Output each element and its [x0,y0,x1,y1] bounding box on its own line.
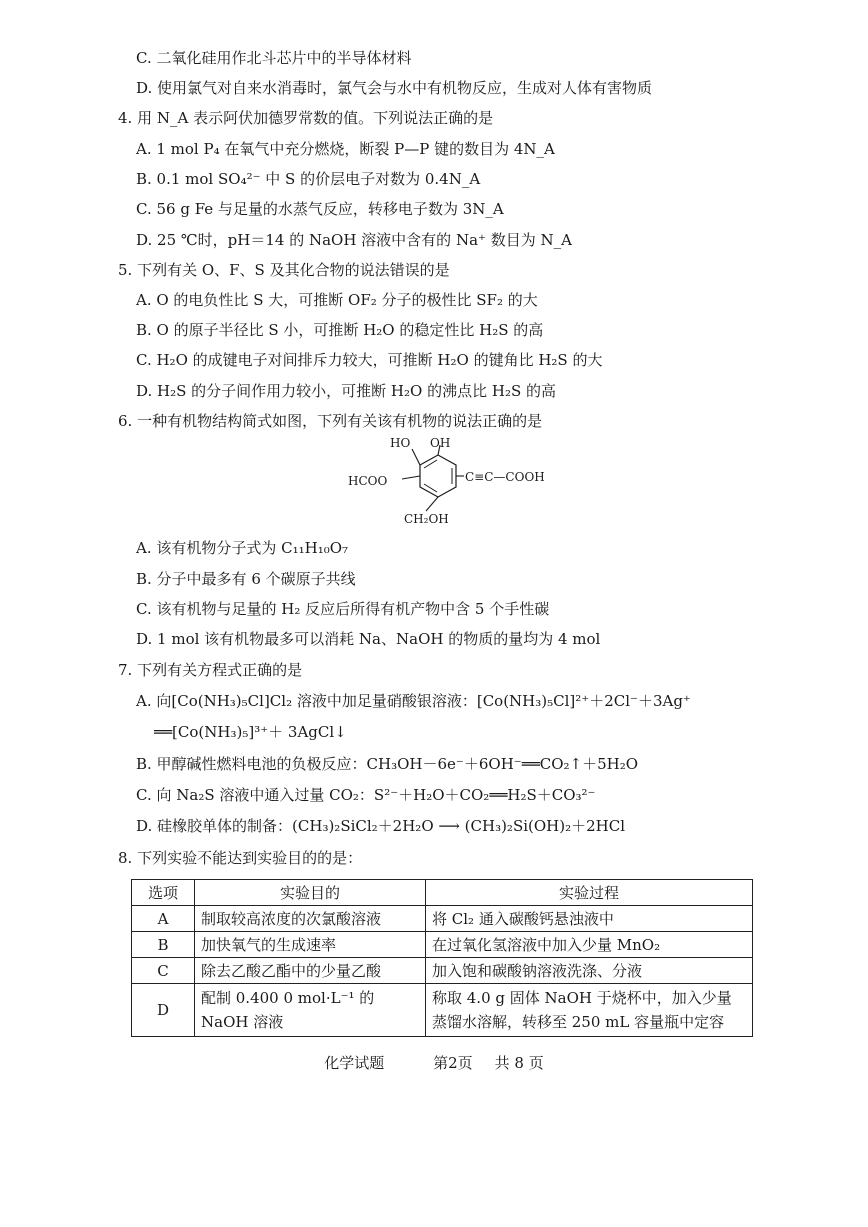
q7-option-d: D. 硅橡胶单体的制备：(CH₃)₂SiCl₂＋2H₂O ⟶ (CH₃)₂Si(OH)₂＋2HCl [136,817,626,835]
q6-option-c: C. 该有机物与足量的 H₂ 反应后所得有机产物中含 5 个手性碳 [136,600,550,618]
table-cell-purpose: 制取较高浓度的次氯酸溶液 [195,906,426,932]
mol-left-group: HCOO [348,474,388,488]
table-cell-process: 在过氧化氢溶液中加入少量 MnO₂ [426,932,753,958]
q6-option-b: B. 分子中最多有 6 个碳原子共线 [136,570,356,588]
q6-stem: 6. 一种有机物结构简式如图，下列有关该有机物的说法正确的是 [118,412,543,430]
q7-option-b: B. 甲醇碱性燃料电池的负极反应：CH₃OH－6e⁻＋6OH⁻══CO₂↑＋5H₂O [136,755,639,773]
table-header-process: 实验过程 [426,880,753,906]
q5-option-d: D. H₂S 的分子间作用力较小，可推断 H₂O 的沸点比 H₂S 的高 [136,382,557,400]
mol-right-group: C≡C—COOH [465,470,545,484]
table-row [132,906,753,932]
q4-option-c: C. 56 g Fe 与足量的水蒸气反应，转移电子数为 3N_A [136,200,504,218]
q4-stem: 4. 用 N_A 表示阿伏加德罗常数的值。下列说法正确的是 [118,109,494,127]
table-row [132,958,753,984]
table-cell-purpose: 配制 0.400 0 mol·L⁻¹ 的 NaOH 溶液 [195,984,426,1037]
footer-total-pages: 共 8 页 [494,1054,544,1072]
mol-bottom-group: CH₂OH [404,512,449,526]
table-cell-purpose: 加快氧气的生成速率 [195,932,426,958]
table-header-row [132,880,753,906]
experiment-table [131,879,753,1037]
q7-stem: 7. 下列有关方程式正确的是 [118,661,303,679]
q3-option-d: D. 使用氯气对自来水消毒时，氯气会与水中有机物反应，生成对人体有害物质 [136,79,653,97]
q7-option-a-line1: A. 向[Co(NH₃)₅Cl]Cl₂ 溶液中加足量硝酸银溶液：[Co(NH₃)₅Cl]²⁺＋2Cl⁻＋3Ag⁺ [136,692,691,710]
q4-option-d: D. 25 ℃时，pH＝14 的 NaOH 溶液中含有的 Na⁺ 数目为 N_A [136,231,572,249]
table-cell-option: A [132,906,195,932]
q5-stem: 5. 下列有关 O、F、S 及其化合物的说法错误的是 [118,261,450,279]
table-cell-process: 称取 4.0 g 固体 NaOH 于烧杯中，加入少量蒸馏水溶解，转移至 250 mL 容量瓶中定容 [426,984,753,1037]
mol-ho-label: HO [390,436,411,450]
table-cell-option: D [132,984,195,1037]
q6-option-a: A. 该有机物分子式为 C₁₁H₁₀O₇ [136,539,349,557]
page-footer [0,1052,868,1073]
molecule-structure [340,435,560,535]
q5-option-b: B. O 的原子半径比 S 小，可推断 H₂O 的稳定性比 H₂S 的高 [136,321,544,339]
table-cell-purpose: 除去乙酸乙酯中的少量乙酸 [195,958,426,984]
table-header-option: 选项 [132,880,195,906]
q3-option-c: C. 二氧化硅用作北斗芯片中的半导体材料 [136,49,412,67]
table-row [132,984,753,1037]
q4-option-a: A. 1 mol P₄ 在氧气中充分燃烧，断裂 P—P 键的数目为 4N_A [136,140,555,158]
q7-option-a-line2: ══[Co(NH₃)₅]³⁺＋ 3AgCl↓ [154,723,347,741]
footer-subject: 化学试题 [324,1054,385,1072]
table-row [132,932,753,958]
q4-option-b: B. 0.1 mol SO₄²⁻ 中 S 的价层电子对数为 0.4N_A [136,170,481,188]
table-header-purpose: 实验目的 [195,880,426,906]
table-cell-option: B [132,932,195,958]
q6-option-d: D. 1 mol 该有机物最多可以消耗 Na、NaOH 的物质的量均为 4 mol [136,630,601,648]
q8-stem: 8. 下列实验不能达到实验目的的是： [118,849,363,867]
mol-oh-label: OH [430,436,451,450]
table-cell-option: C [132,958,195,984]
table-cell-process: 将 Cl₂ 通入碳酸钙悬浊液中 [426,906,753,932]
footer-page-number: 第2页 [433,1054,473,1072]
q5-option-a: A. O 的电负性比 S 大，可推断 OF₂ 分子的极性比 SF₂ 的大 [136,291,538,309]
q7-option-c: C. 向 Na₂S 溶液中通入过量 CO₂：S²⁻＋H₂O＋CO₂══H₂S＋CO₃²⁻ [136,786,596,804]
table-cell-process: 加入饱和碳酸钠溶液洗涤、分液 [426,958,753,984]
q5-option-c: C. H₂O 的成键电子对间排斥力较大，可推断 H₂O 的键角比 H₂S 的大 [136,351,603,369]
